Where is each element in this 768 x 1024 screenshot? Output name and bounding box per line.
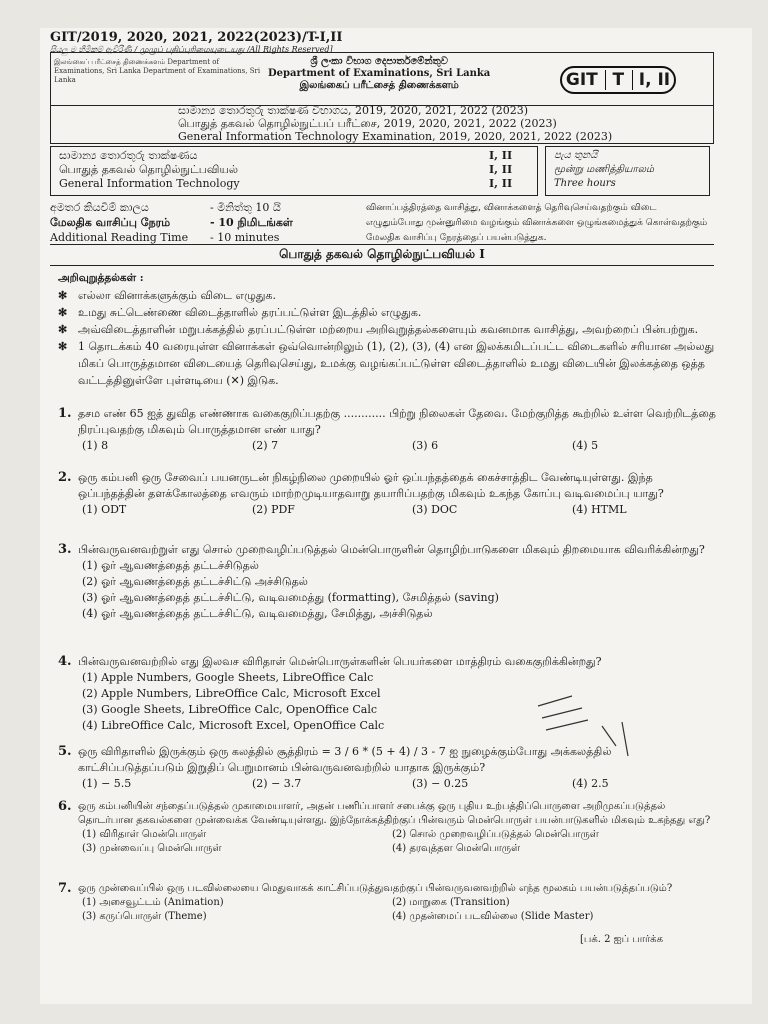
instructions [58, 270, 718, 389]
header-code: GIT/2019, 2020, 2021, 2022(2023)/T-I,II සියලු ම හිමිකම් ඇවිරිණි / முழுப் பதிப்புரிமையுடையது /All Rights Reserved] [50, 30, 343, 54]
header-side-repeat-left: இலங்கைப் பரீட்சைத் திணைக்களம் Department of Examinations, Sri Lanka Department of Examinations, Sri Lanka [54, 58, 261, 84]
question-1: 1. தசம எண் 65 ஐத் துவித எண்ணாக வகைகுறிப்பதற்கு ............ பிற்று நிலைகள் தேவை. மேற்குறித்த கூற்றில் உள்ள வெற்றிடத்தை நிரப்புவதற்கு மிகவும் பொருத்தமான எண் யாது? (1) 8 (2) 7 (3) 6 (4) 5 [58, 406, 716, 452]
question-7: 7. ஒரு முன்வைப்பில் ஒரு படவில்லையை மெதுவாகக் காட்சிப்படுத்துவதற்குப் பின்வருவனவற்றில் எந்த மூலகம் பயன்படுத்தப்படும்? (1) அசைவூட்டம் (Animation) (2) மாறுகை (Transition) (3) கருப்பொருள் (Theme) (4) முதன்மைப் படவில்லை (Slide Master) [58, 881, 673, 922]
question-5: 5. ஒரு விரிதாளில் இருக்கும் ஒரு கலத்தில் சூத்திரம் = 3 / 6 * (5 + 4) / 3 - 7 ஐ நுழைக்கும்போது அக்கலத்தில் காட்சிப்படுத்தப்படும் இறுதிப் பெறுமானம் பின்வருவனவற்றில் யாதாக இருக்கும்? (1) − 5.5 (2) − 3.7 (3) − 0.25 (4) 2.5 [58, 744, 612, 790]
asterisk-icon: ✻ [58, 289, 68, 302]
question-6: 6. ஒரு கம்பனியின் சந்தைப்படுத்தல் முகாமையாளர், அதன் பணிப்பாளர் சபைக்கு ஒரு புதிய உற்பத்திப்பொருளை அறிமுகப்படுத்தல் தொடர்பான தகவல்களை முன்வைக்க வேண்டியுள்ளது. இந்நோக்கத்திற்குப் பின்வரும் மென்பொருள் பயன்பாடுகளில் மிகவும் உகந்தது எது? (1) விரிதாள் மென்பொருள் (2) சொல் முறைவழிப்படுத்தல் மென்பொருள் (3) முன்வைப்பு மென்பொருள் (4) தரவுத்தள மென்பொருள் [58, 799, 711, 854]
page-footer-note: [பக். 2 ஐப் பார்க்க [580, 934, 663, 945]
question-2: 2. ஒரு கம்பனி ஒரு சேவைப் பயனருடன் நிகழ்நிலை முறையில் ஓர் ஒப்பந்தத்தைக் கைச்சாத்திட வேண்டியுள்ளது. இந்த ஒப்பந்தத்தின் தளக்கோலத்தை எவரும் மாற்றமுடியாதவாறு தயாரிப்பதற்கு மிகவும் உகந்த கோப்பு வடிவமைப்பு யாது? (1) ODT (2) PDF (3) DOC (4) HTML [58, 470, 664, 516]
instruction-item: ✻ எல்லா வினாக்களுக்கும் விடை எழுதுக. [58, 289, 276, 302]
asterisk-icon: ✻ [58, 306, 68, 319]
paper-title: பொதுத் தகவல் தொழில்நுட்பவியல் I [50, 244, 714, 266]
instruction-item: ✻ உமது சுட்டெண்ணை விடைத்தாளில் தரப்பட்டுள்ள இடத்தில் எழுதுக. [58, 306, 422, 319]
instruction-item: ✻ அவ்விடைத்தாளின் மறுபக்கத்தில் தரப்பட்டுள்ள மற்றைய அறிவுறுத்தல்களையும் கவனமாக வாசித்து, அவற்றைப் பின்பற்றுக. [58, 323, 699, 336]
instruction-item: ✻ 1 தொடக்கம் 40 வரையுள்ள வினாக்கள் ஒவ்வொன்றிலும் (1), (2), (3), (4) என இலக்கமிடப்பட்ட விடைகளில் சரியான அல்லது மிகப் பொருத்தமான விடையைத் தெரிவுசெய்து, உமக்கு வழங்கப்பட்டுள்ள விடைத்தாளில் உமது விடையின் இலக்கத்தை ஒத்த வட்டத்தினுள்ளே புள்ளடியை (✕) இடுக. [58, 340, 715, 387]
asterisk-icon: ✻ [58, 323, 68, 336]
exam-title: සාමාන්‍ය තොරතුරු තාක්ෂණ විභාගය, 2019, 2020, 2021, 2022 (2023) பொதுத் தகவல் தொழில்நுட்பப் பரீட்சை, 2019, 2020, 2021, 2022 (2023) General Information Technology Examination, 2019, 2020, 2021, 2022 (2023) [178, 104, 613, 143]
duration-box: පැය තුනයි மூன்று மணித்தியாலம் Three hours [545, 146, 710, 196]
department-name: ශ්‍රී ලංකා විභාග දෙපාර්තමේන්තුව Department of Examinations, Sri Lanka இலங்கைப் பரீட்சைத் திணைக்களம் [268, 56, 491, 91]
reading-note: வினாப்பத்திரத்தை வாசித்து, வினாக்களைத் தெரிவுசெய்வதற்கும் விடை எழுதும்போது முன்னுரிமை வழங்கும் வினாக்களை ஒழுங்கமைத்துக் கொள்வதற்கும் மேலதிக வாசிப்பு நேரத்தைப் பயன்படுத்துக. [366, 203, 708, 243]
question-4: 4. பின்வருவனவற்றில் எது இலவச விரிதாள் மென்பொருள்களின் பெயர்களை மாத்திரம் வகைகுறிக்கின்றது? (1) Apple Numbers, Google Sheets, LibreOffice Calc (2) Apple Numbers, LibreOffice Calc, Microsoft Excel (3) Google Sheets, LibreOffice Calc, OpenOffice Calc (4) LibreOffice Calc, Microsoft Excel, OpenOffice Calc [58, 654, 602, 732]
subject-box: සාමාන්‍ය තොරතුරු තාක්ෂණය I, II பொதுத் தகவல் தொழில்நுட்பவியல் I, II General Information Technology I, II [50, 146, 538, 196]
asterisk-icon: ✻ [58, 340, 68, 353]
subject-code-badge: GIT T I, II [560, 66, 676, 94]
reading-time: අමතර කියවීම් කාලය - මිනිත්තු 10 යි மேலதிக வாசிப்பு நேரம் - 10 நிமிடங்கள் Additional Reading Time - 10 minutes [50, 201, 293, 244]
instructions-title: அறிவுறுத்தல்கள் : [58, 272, 144, 284]
question-3: 3. பின்வருவனவற்றுள் எது சொல் முறைவழிப்படுத்தல் மென்பொருளின் தொழிற்பாடுகளை மிகவும் திறமையாக விவரிக்கின்றது? (1) ஓர் ஆவணத்தைத் தட்டச்சிடுதல் (2) ஓர் ஆவணத்தைத் தட்டச்சிட்டு அச்சிடுதல் (3) ஓர் ஆவணத்தைத் தட்டச்சிட்டு, வடிவமைத்து (formatting), சேமித்தல் (saving) (4) ஓர் ஆவணத்தைத் தட்டச்சிட்டு, வடிவமைத்து, சேமித்து, அச்சிடுதல் [58, 542, 705, 620]
